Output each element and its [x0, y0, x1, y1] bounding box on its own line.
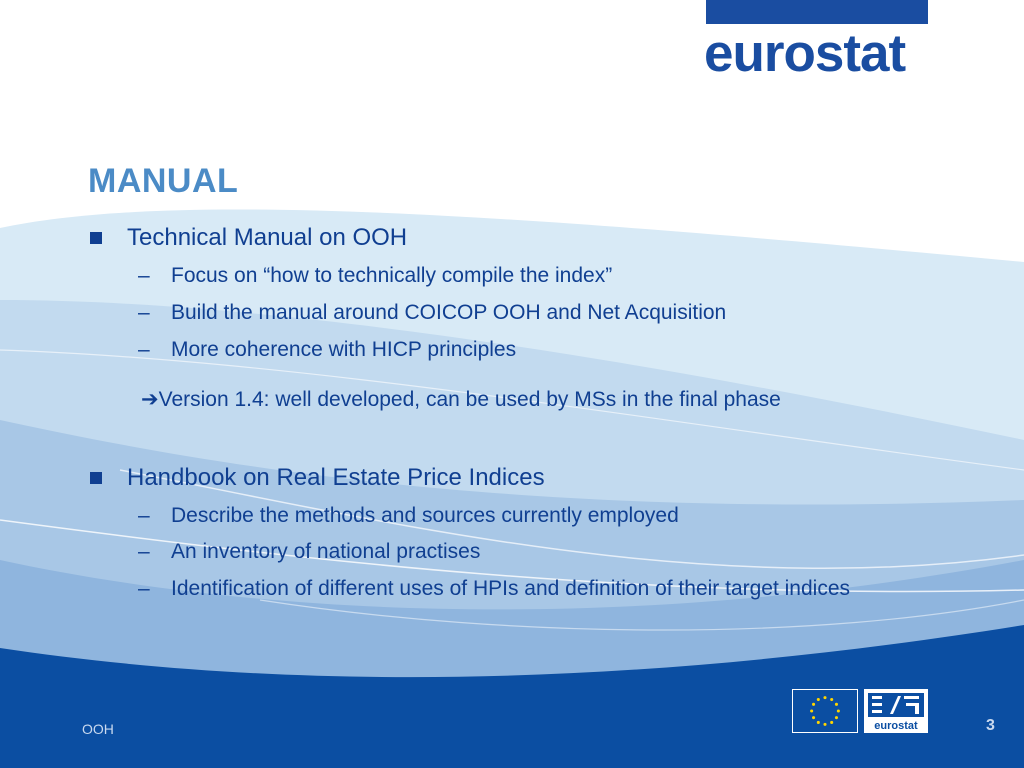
slide-title: MANUAL — [88, 162, 239, 200]
dash-bullet-icon: – — [138, 504, 150, 527]
page-number: 3 — [986, 717, 995, 734]
logo-bar — [706, 0, 928, 24]
eurostat-logo: eurostat — [704, 24, 906, 83]
conclusion-line: ➔Version 1.4: well developed, can be used by MSs in the final phase — [141, 388, 781, 411]
eu-flag-icon — [792, 689, 858, 733]
square-bullet-icon — [90, 472, 102, 484]
footer-logo-text: eurostat — [874, 720, 918, 732]
dash-bullet-icon: – — [138, 264, 150, 287]
square-bullet-icon — [90, 232, 102, 244]
dash-bullet-icon: – — [138, 338, 150, 361]
eurostat-footer-logo — [864, 689, 928, 733]
dash-bullet-icon: – — [138, 577, 150, 600]
arrow-right-icon: ➔ — [141, 388, 159, 411]
dash-bullet-icon: – — [138, 540, 150, 563]
dash-bullet-icon: – — [138, 301, 150, 324]
footer-label: OOH — [82, 721, 114, 737]
